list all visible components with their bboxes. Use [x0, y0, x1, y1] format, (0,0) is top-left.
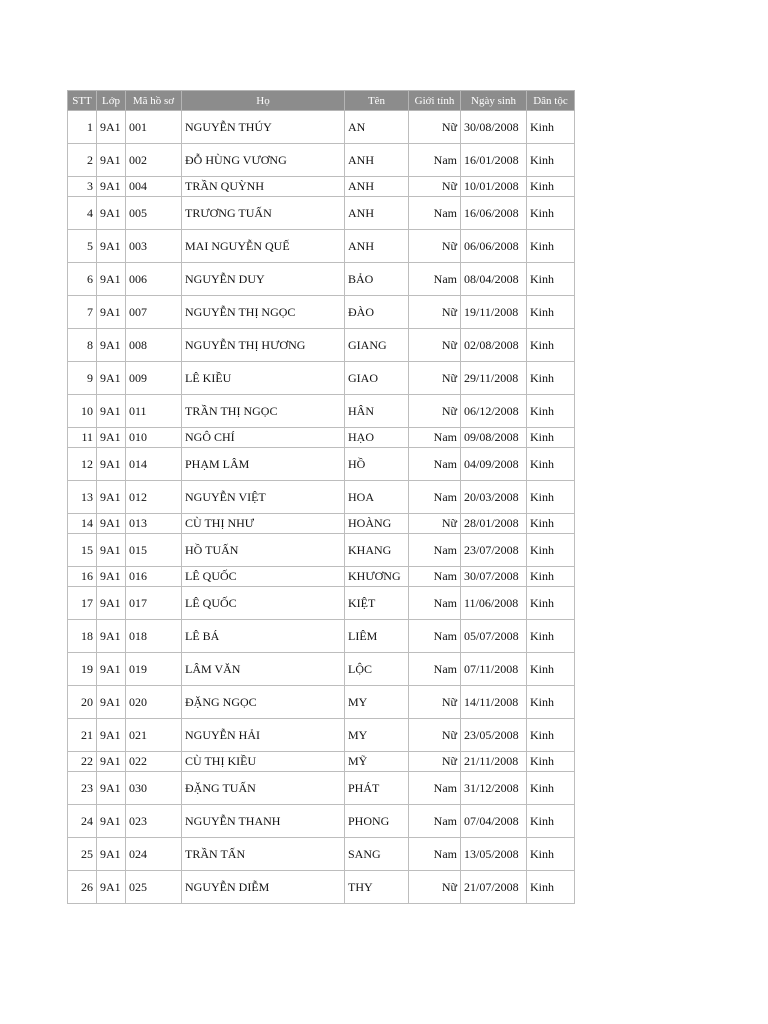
cell-gioi-tinh: Nam — [409, 838, 461, 871]
cell-ngay-sinh: 23/05/2008 — [461, 719, 527, 752]
cell-ten: HOA — [345, 481, 409, 514]
cell-gioi-tinh: Nữ — [409, 296, 461, 329]
cell-stt: 6 — [68, 263, 97, 296]
cell-ho: MAI NGUYỄN QUẾ — [182, 230, 345, 263]
cell-ngay-sinh: 07/11/2008 — [461, 653, 527, 686]
cell-ma-ho-so: 020 — [126, 686, 182, 719]
cell-ten: LỘC — [345, 653, 409, 686]
table-row — [68, 772, 575, 805]
cell-ngay-sinh: 02/08/2008 — [461, 329, 527, 362]
header-stt: STT — [68, 91, 97, 111]
cell-dan-toc: Kinh — [527, 481, 575, 514]
cell-stt: 22 — [68, 752, 97, 772]
table-row — [68, 296, 575, 329]
cell-ma-ho-so: 005 — [126, 197, 182, 230]
cell-gioi-tinh: Nam — [409, 620, 461, 653]
cell-gioi-tinh: Nữ — [409, 719, 461, 752]
cell-ten: ANH — [345, 177, 409, 197]
cell-ngay-sinh: 06/06/2008 — [461, 230, 527, 263]
cell-gioi-tinh: Nam — [409, 481, 461, 514]
cell-ho: LÊ KIỀU — [182, 362, 345, 395]
cell-stt: 4 — [68, 197, 97, 230]
cell-gioi-tinh: Nữ — [409, 752, 461, 772]
cell-dan-toc: Kinh — [527, 395, 575, 428]
cell-ngay-sinh: 30/07/2008 — [461, 567, 527, 587]
cell-ten: KIỆT — [345, 587, 409, 620]
cell-ho: TRƯƠNG TUẤN — [182, 197, 345, 230]
cell-stt: 14 — [68, 514, 97, 534]
cell-ho: HỒ TUẤN — [182, 534, 345, 567]
cell-stt: 5 — [68, 230, 97, 263]
cell-lop: 9A1 — [97, 144, 126, 177]
cell-lop: 9A1 — [97, 362, 126, 395]
cell-stt: 21 — [68, 719, 97, 752]
cell-ho: CÙ THỊ NHƯ — [182, 514, 345, 534]
cell-gioi-tinh: Nam — [409, 534, 461, 567]
cell-lop: 9A1 — [97, 871, 126, 904]
cell-stt: 13 — [68, 481, 97, 514]
cell-ten: SANG — [345, 838, 409, 871]
cell-ma-ho-so: 017 — [126, 587, 182, 620]
cell-stt: 19 — [68, 653, 97, 686]
cell-dan-toc: Kinh — [527, 534, 575, 567]
cell-gioi-tinh: Nam — [409, 197, 461, 230]
cell-ho: ĐẶNG NGỌC — [182, 686, 345, 719]
cell-stt: 23 — [68, 772, 97, 805]
cell-lop: 9A1 — [97, 587, 126, 620]
cell-stt: 11 — [68, 428, 97, 448]
cell-ma-ho-so: 019 — [126, 653, 182, 686]
cell-ho: NGUYỄN VIỆT — [182, 481, 345, 514]
cell-gioi-tinh: Nam — [409, 805, 461, 838]
cell-ngay-sinh: 05/07/2008 — [461, 620, 527, 653]
cell-dan-toc: Kinh — [527, 838, 575, 871]
cell-gioi-tinh: Nữ — [409, 362, 461, 395]
cell-ho: LÊ QUỐC — [182, 567, 345, 587]
cell-lop: 9A1 — [97, 111, 126, 144]
cell-ma-ho-so: 009 — [126, 362, 182, 395]
cell-ho: NGUYỄN HẢI — [182, 719, 345, 752]
cell-ten: ĐÀO — [345, 296, 409, 329]
table-row — [68, 481, 575, 514]
table-row — [68, 838, 575, 871]
cell-ma-ho-so: 008 — [126, 329, 182, 362]
cell-ho: TRẦN QUỲNH — [182, 177, 345, 197]
cell-ma-ho-so: 024 — [126, 838, 182, 871]
table-row — [68, 871, 575, 904]
cell-ten: MY — [345, 719, 409, 752]
cell-gioi-tinh: Nữ — [409, 686, 461, 719]
cell-gioi-tinh: Nam — [409, 144, 461, 177]
cell-dan-toc: Kinh — [527, 567, 575, 587]
cell-ma-ho-so: 006 — [126, 263, 182, 296]
cell-ten: THY — [345, 871, 409, 904]
cell-lop: 9A1 — [97, 514, 126, 534]
cell-gioi-tinh: Nam — [409, 263, 461, 296]
cell-lop: 9A1 — [97, 428, 126, 448]
cell-dan-toc: Kinh — [527, 144, 575, 177]
cell-ten: MỸ — [345, 752, 409, 772]
cell-ngay-sinh: 16/06/2008 — [461, 197, 527, 230]
table-row — [68, 620, 575, 653]
cell-ma-ho-so: 007 — [126, 296, 182, 329]
cell-dan-toc: Kinh — [527, 686, 575, 719]
cell-stt: 26 — [68, 871, 97, 904]
cell-ho: NGUYỄN THỊ HƯƠNG — [182, 329, 345, 362]
cell-ho: LÊ BÁ — [182, 620, 345, 653]
cell-ho: ĐỖ HÙNG VƯƠNG — [182, 144, 345, 177]
cell-dan-toc: Kinh — [527, 514, 575, 534]
table-row — [68, 587, 575, 620]
cell-ten: LIÊM — [345, 620, 409, 653]
cell-ngay-sinh: 11/06/2008 — [461, 587, 527, 620]
cell-stt: 16 — [68, 567, 97, 587]
cell-gioi-tinh: Nam — [409, 587, 461, 620]
cell-ten: HOÀNG — [345, 514, 409, 534]
cell-dan-toc: Kinh — [527, 805, 575, 838]
cell-ma-ho-so: 021 — [126, 719, 182, 752]
table-row — [68, 534, 575, 567]
table-row — [68, 752, 575, 772]
cell-dan-toc: Kinh — [527, 296, 575, 329]
cell-gioi-tinh: Nữ — [409, 395, 461, 428]
cell-gioi-tinh: Nữ — [409, 514, 461, 534]
cell-ma-ho-so: 023 — [126, 805, 182, 838]
cell-dan-toc: Kinh — [527, 230, 575, 263]
table-row — [68, 805, 575, 838]
cell-ho: NGUYỄN THANH — [182, 805, 345, 838]
cell-ngay-sinh: 21/07/2008 — [461, 871, 527, 904]
cell-ma-ho-so: 025 — [126, 871, 182, 904]
cell-ho: PHẠM LÂM — [182, 448, 345, 481]
cell-gioi-tinh: Nam — [409, 772, 461, 805]
cell-gioi-tinh: Nữ — [409, 230, 461, 263]
cell-ma-ho-so: 030 — [126, 772, 182, 805]
table-row — [68, 448, 575, 481]
cell-lop: 9A1 — [97, 805, 126, 838]
cell-ngay-sinh: 06/12/2008 — [461, 395, 527, 428]
cell-gioi-tinh: Nam — [409, 448, 461, 481]
cell-ma-ho-so: 015 — [126, 534, 182, 567]
cell-stt: 1 — [68, 111, 97, 144]
cell-ho: ĐẶNG TUẤN — [182, 772, 345, 805]
cell-ma-ho-so: 018 — [126, 620, 182, 653]
cell-stt: 17 — [68, 587, 97, 620]
cell-lop: 9A1 — [97, 838, 126, 871]
cell-ten: BẢO — [345, 263, 409, 296]
cell-stt: 3 — [68, 177, 97, 197]
header-ho: Họ — [182, 91, 345, 111]
table-row — [68, 230, 575, 263]
cell-stt: 10 — [68, 395, 97, 428]
student-roster-table — [67, 90, 575, 904]
table-row — [68, 567, 575, 587]
cell-lop: 9A1 — [97, 772, 126, 805]
cell-ho: TRẦN TẤN — [182, 838, 345, 871]
cell-ngay-sinh: 30/08/2008 — [461, 111, 527, 144]
cell-lop: 9A1 — [97, 620, 126, 653]
cell-ho: LÊ QUỐC — [182, 587, 345, 620]
cell-ten: ANH — [345, 144, 409, 177]
cell-lop: 9A1 — [97, 230, 126, 263]
cell-dan-toc: Kinh — [527, 752, 575, 772]
cell-gioi-tinh: Nữ — [409, 111, 461, 144]
header-ngay-sinh: Ngày sinh — [461, 91, 527, 111]
cell-ten: PHÁT — [345, 772, 409, 805]
table-body — [68, 111, 575, 904]
cell-ten: KHANG — [345, 534, 409, 567]
cell-stt: 20 — [68, 686, 97, 719]
cell-lop: 9A1 — [97, 686, 126, 719]
cell-ma-ho-so: 002 — [126, 144, 182, 177]
cell-dan-toc: Kinh — [527, 197, 575, 230]
cell-lop: 9A1 — [97, 448, 126, 481]
cell-dan-toc: Kinh — [527, 719, 575, 752]
table-row — [68, 395, 575, 428]
cell-stt: 7 — [68, 296, 97, 329]
cell-dan-toc: Kinh — [527, 653, 575, 686]
cell-dan-toc: Kinh — [527, 329, 575, 362]
cell-ma-ho-so: 011 — [126, 395, 182, 428]
cell-ten: MY — [345, 686, 409, 719]
cell-ngay-sinh: 29/11/2008 — [461, 362, 527, 395]
table-row — [68, 197, 575, 230]
cell-ngay-sinh: 10/01/2008 — [461, 177, 527, 197]
cell-ma-ho-so: 022 — [126, 752, 182, 772]
cell-ngay-sinh: 23/07/2008 — [461, 534, 527, 567]
cell-ma-ho-so: 016 — [126, 567, 182, 587]
cell-gioi-tinh: Nữ — [409, 871, 461, 904]
cell-lop: 9A1 — [97, 395, 126, 428]
cell-ho: NGUYỄN THỊ NGỌC — [182, 296, 345, 329]
cell-gioi-tinh: Nữ — [409, 329, 461, 362]
table-row — [68, 329, 575, 362]
cell-gioi-tinh: Nam — [409, 567, 461, 587]
cell-ten: ANH — [345, 230, 409, 263]
cell-gioi-tinh: Nam — [409, 653, 461, 686]
cell-dan-toc: Kinh — [527, 448, 575, 481]
cell-gioi-tinh: Nữ — [409, 177, 461, 197]
cell-lop: 9A1 — [97, 263, 126, 296]
cell-ma-ho-so: 013 — [126, 514, 182, 534]
header-ma-ho-so: Mã hồ sơ — [126, 91, 182, 111]
header-ten: Tên — [345, 91, 409, 111]
cell-stt: 8 — [68, 329, 97, 362]
cell-lop: 9A1 — [97, 329, 126, 362]
cell-lop: 9A1 — [97, 296, 126, 329]
cell-dan-toc: Kinh — [527, 620, 575, 653]
cell-ngay-sinh: 13/05/2008 — [461, 838, 527, 871]
cell-ngay-sinh: 09/08/2008 — [461, 428, 527, 448]
cell-ten: GIAO — [345, 362, 409, 395]
cell-ten: PHONG — [345, 805, 409, 838]
table-row — [68, 144, 575, 177]
cell-dan-toc: Kinh — [527, 428, 575, 448]
cell-stt: 18 — [68, 620, 97, 653]
cell-lop: 9A1 — [97, 197, 126, 230]
cell-ho: NGÔ CHÍ — [182, 428, 345, 448]
cell-ho: NGUYỄN DIỄM — [182, 871, 345, 904]
cell-ten: ANH — [345, 197, 409, 230]
cell-ma-ho-so: 014 — [126, 448, 182, 481]
header-gioi-tinh: Giới tính — [409, 91, 461, 111]
cell-ma-ho-so: 003 — [126, 230, 182, 263]
cell-lop: 9A1 — [97, 481, 126, 514]
cell-dan-toc: Kinh — [527, 111, 575, 144]
cell-lop: 9A1 — [97, 534, 126, 567]
cell-stt: 12 — [68, 448, 97, 481]
cell-ngay-sinh: 28/01/2008 — [461, 514, 527, 534]
table-row — [68, 111, 575, 144]
table-header-row — [68, 91, 575, 111]
cell-ten: AN — [345, 111, 409, 144]
cell-lop: 9A1 — [97, 567, 126, 587]
cell-ho: CÙ THỊ KIỀU — [182, 752, 345, 772]
cell-stt: 2 — [68, 144, 97, 177]
cell-lop: 9A1 — [97, 752, 126, 772]
cell-stt: 24 — [68, 805, 97, 838]
cell-ngay-sinh: 31/12/2008 — [461, 772, 527, 805]
cell-ma-ho-so: 001 — [126, 111, 182, 144]
table-row — [68, 177, 575, 197]
cell-ho: NGUYỄN THÚY — [182, 111, 345, 144]
table-row — [68, 428, 575, 448]
cell-ten: HỒ — [345, 448, 409, 481]
cell-stt: 15 — [68, 534, 97, 567]
table-row — [68, 362, 575, 395]
header-lop: Lớp — [97, 91, 126, 111]
cell-ngay-sinh: 21/11/2008 — [461, 752, 527, 772]
cell-ma-ho-so: 004 — [126, 177, 182, 197]
cell-ngay-sinh: 19/11/2008 — [461, 296, 527, 329]
cell-ten: HÂN — [345, 395, 409, 428]
table-row — [68, 686, 575, 719]
cell-ngay-sinh: 07/04/2008 — [461, 805, 527, 838]
cell-ten: GIANG — [345, 329, 409, 362]
cell-ngay-sinh: 14/11/2008 — [461, 686, 527, 719]
cell-ngay-sinh: 16/01/2008 — [461, 144, 527, 177]
cell-ngay-sinh: 04/09/2008 — [461, 448, 527, 481]
table-row — [68, 719, 575, 752]
cell-dan-toc: Kinh — [527, 263, 575, 296]
cell-dan-toc: Kinh — [527, 587, 575, 620]
table-row — [68, 653, 575, 686]
cell-dan-toc: Kinh — [527, 362, 575, 395]
cell-ngay-sinh: 08/04/2008 — [461, 263, 527, 296]
cell-dan-toc: Kinh — [527, 772, 575, 805]
cell-dan-toc: Kinh — [527, 871, 575, 904]
cell-lop: 9A1 — [97, 177, 126, 197]
cell-ten: KHƯƠNG — [345, 567, 409, 587]
table-row — [68, 514, 575, 534]
cell-ma-ho-so: 010 — [126, 428, 182, 448]
cell-gioi-tinh: Nam — [409, 428, 461, 448]
cell-ho: TRẦN THỊ NGỌC — [182, 395, 345, 428]
cell-lop: 9A1 — [97, 719, 126, 752]
cell-ho: NGUYỄN DUY — [182, 263, 345, 296]
cell-dan-toc: Kinh — [527, 177, 575, 197]
table-row — [68, 263, 575, 296]
cell-ngay-sinh: 20/03/2008 — [461, 481, 527, 514]
cell-ho: LÂM VĂN — [182, 653, 345, 686]
cell-ma-ho-so: 012 — [126, 481, 182, 514]
header-dan-toc: Dân tộc — [527, 91, 575, 111]
cell-ten: HẠO — [345, 428, 409, 448]
cell-stt: 25 — [68, 838, 97, 871]
cell-lop: 9A1 — [97, 653, 126, 686]
cell-stt: 9 — [68, 362, 97, 395]
